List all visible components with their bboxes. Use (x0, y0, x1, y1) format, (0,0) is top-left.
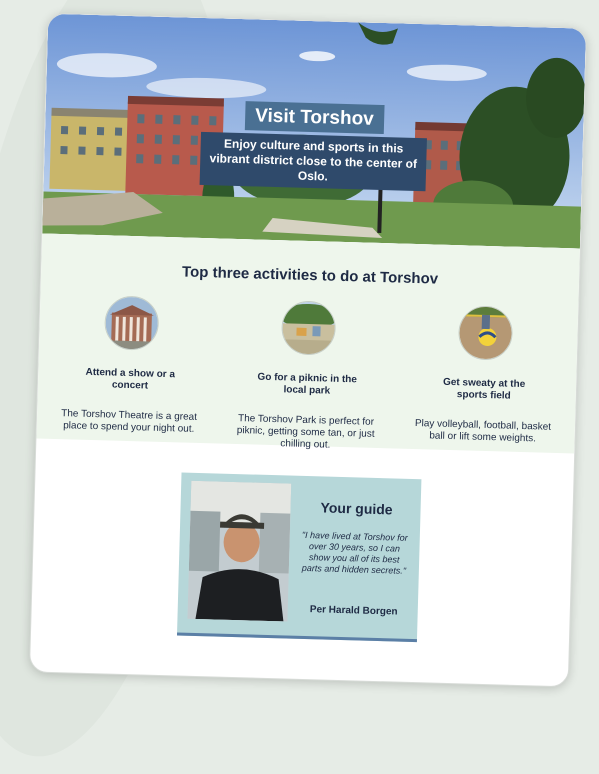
activity-description: The Torshov Park is perfect for piknic, getting some tan, or just chilling out. (236, 413, 375, 451)
volleyball-photo-icon (458, 305, 513, 360)
activity-description: The Torshov Theatre is a great place to spend your night out. (61, 408, 198, 435)
guide-name: Per Harald Borgen (309, 604, 398, 618)
activity-card-park (235, 299, 379, 453)
hero-subtitle: Enjoy culture and sports in this vibrant district close to the center of Oslo. (200, 132, 427, 191)
park-photo-icon (281, 300, 336, 355)
guide-card (177, 473, 421, 643)
activity-card-sports (412, 304, 556, 446)
page-title: Visit Torshov (245, 101, 384, 134)
guide-photo (187, 481, 291, 622)
activities-heading: Top three activities to do at Torshov (181, 263, 439, 288)
activity-name: Attend a show or a concert (85, 366, 176, 392)
activities-section (36, 234, 580, 454)
theatre-photo-icon (104, 295, 159, 350)
guide-title: Your guide (320, 499, 393, 518)
page-card (29, 13, 587, 688)
activity-description: Play volleyball, football, basket ball or lift some weights. (414, 418, 552, 445)
activity-card-theatre (59, 294, 203, 436)
activity-name: Get sweaty at the sports field (442, 376, 526, 402)
hero-section (42, 14, 586, 249)
activity-name: Go for a piknic in the local park (257, 371, 358, 397)
guide-quote: "I have lived at Torshov for over 30 years, so I can show you all of its best parts and hidden secrets." (301, 529, 408, 576)
